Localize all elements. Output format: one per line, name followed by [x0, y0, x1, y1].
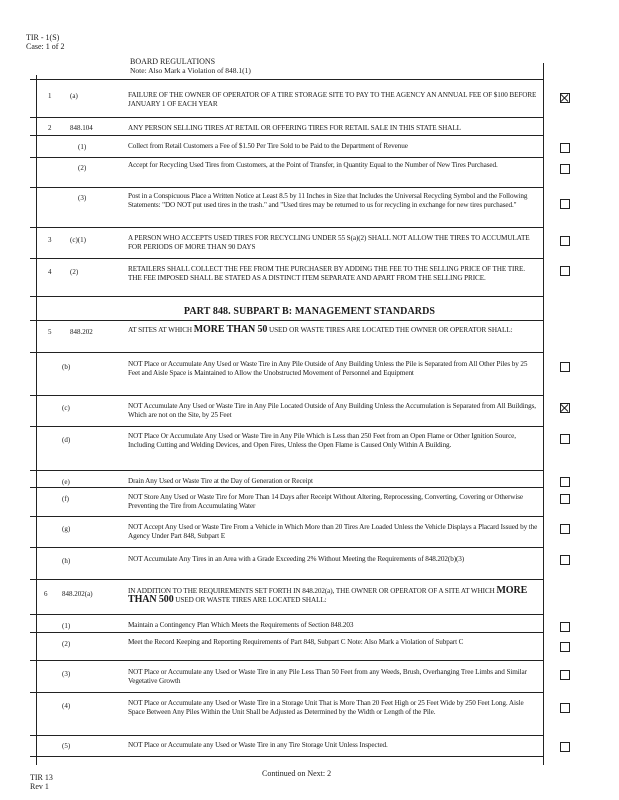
row-divider [30, 579, 543, 580]
row-divider [30, 79, 543, 80]
row-text: Meet the Record Keeping and Reporting Requirements of Part 848, Subpart C Note: Also Mark a Violation of Subpart C [128, 638, 464, 646]
row-divider [30, 187, 543, 188]
row-text: Accept for Recycling Used Tires from Customers, at the Point of Transfer, in Quantity Equal to the Number of New Tires Purchased. [128, 161, 498, 169]
row-section: (f) [62, 495, 69, 503]
violation-checkbox[interactable] [560, 670, 570, 680]
row-section: (2) [78, 164, 87, 172]
row-text: NOT Place or Accumulate any Used or Waste Tire in a Storage Unit That is More Than 20 Feet High or 25 Feet Wide by 250 Feet Long. Aisle Space Between Any Piles Within the Unit Shall be Adjusted as Determined by the Width or Length of the Pile. [128, 699, 524, 716]
violation-checkbox[interactable] [560, 143, 570, 153]
footer-revision: Rev 1 [30, 782, 49, 791]
violation-checkbox[interactable] [560, 494, 570, 504]
row-section: (d) [62, 436, 71, 444]
row-divider [30, 547, 543, 548]
row-section: (e) [62, 478, 70, 486]
row-text: Post in a Conspicuous Place a Written Notice at Least 8.5 by 11 Inches in Size that Includes the Universal Recycling Symbol and the Following Statements: "DO NOT put used tires in the trash." and "Used tires may be returned to us for recycling in exchange for new tires purchased." [128, 192, 528, 209]
row-section: (h) [62, 557, 71, 565]
row-section: (5) [62, 742, 71, 750]
row-text: NOT Store Any Used or Waste Tire for More Than 14 Days after Receipt Without Altering, Reprocessing, Converting, Covering or Otherwise Preventing the Tire from Accumulating Water [128, 493, 524, 510]
row-section: (2) [62, 640, 71, 648]
row-section: 848.202(a) [62, 590, 93, 598]
part-b-title: PART 848. SUBPART B: MANAGEMENT STANDARDS [183, 306, 436, 317]
row-number: 6 [44, 590, 48, 598]
row-divider [30, 692, 543, 693]
section-heading-title: BOARD REGULATIONS [130, 57, 216, 66]
row-section: (c)(1) [70, 236, 86, 244]
row-divider [30, 660, 543, 661]
violation-checkbox[interactable] [560, 477, 570, 487]
row-divider [30, 487, 543, 488]
row-text: Maintain a Contingency Plan Which Meets the Requirements of Section 848.203 [128, 621, 354, 629]
footer-continued: Continued on Next: 2 [262, 769, 332, 778]
page-indicator: Case: 1 of 2 [26, 42, 65, 51]
row-divider [30, 157, 543, 158]
row-text-pre: IN ADDITION TO THE REQUIREMENTS SET FORTH IN 848.202(a), THE OWNER OR OPERATOR OF A SITE AT WHICH [128, 587, 495, 595]
row-divider [30, 227, 543, 228]
row-text: NOT Place or Accumulate any Used or Waste Tire in any Tire Storage Unit Unless Inspected. [128, 741, 388, 749]
row-text: Drain Any Used or Waste Tire at the Day of Generation or Receipt [128, 477, 313, 485]
violation-checkbox[interactable] [560, 524, 570, 534]
row-divider [30, 426, 543, 427]
row-number: 2 [48, 124, 52, 132]
row-section: (g) [62, 525, 71, 533]
violation-checkbox[interactable] [560, 642, 570, 652]
row-section: (a) [70, 92, 78, 100]
row-divider [30, 395, 543, 396]
row-section: (1) [62, 622, 71, 630]
row-text: NOT Place or Accumulate any Used or Waste Tire in any Pile Less Than 50 Feet from any Weeds, Brush, Overhanging Tree Limbs and Similar Vegetative Growth [128, 668, 527, 685]
row-section: (4) [62, 702, 71, 710]
row-section: (1) [78, 143, 87, 151]
row-text-emphasis: MORE THAN 500 [128, 585, 528, 605]
right-margin-rule [543, 63, 544, 765]
row-section: (3) [78, 194, 87, 202]
violation-checkbox[interactable] [560, 703, 570, 713]
row-section: 848.104 [70, 124, 93, 132]
row-text-emphasis: MORE THAN 50 [193, 324, 268, 335]
row-number: 1 [48, 92, 52, 100]
violation-checkbox[interactable] [560, 403, 570, 413]
row-divider [30, 296, 543, 297]
row-divider [30, 735, 543, 736]
row-divider [30, 516, 543, 517]
violation-checkbox[interactable] [560, 434, 570, 444]
row-section: 848.202 [70, 328, 93, 336]
row-number: 3 [48, 236, 52, 244]
row-divider [30, 470, 543, 471]
violation-checkbox[interactable] [560, 742, 570, 752]
row-divider [30, 117, 543, 118]
row-section: (b) [62, 363, 71, 371]
row-divider [30, 756, 543, 757]
left-margin-rule [36, 75, 37, 765]
footer-form-code: TIR 13 [30, 773, 53, 782]
violation-checkbox[interactable] [560, 164, 570, 174]
row-text [128, 587, 540, 604]
violation-checkbox[interactable] [560, 622, 570, 632]
row-divider [30, 614, 543, 615]
row-text: NOT Accept Any Used or Waste Tire From a Vehicle in Which More than 20 Tires Are Loaded Unless the Vehicle Displays a Placard Issued by the Agency Under Part 848, Subpart E [128, 523, 538, 540]
violation-checkbox[interactable] [560, 555, 570, 565]
row-divider [30, 320, 543, 321]
row-text-post: USED OR WASTE TIRES ARE LOCATED THE OWNER OR OPERATOR SHALL: [269, 326, 513, 334]
form-id: TIR - 1(S) [26, 33, 60, 42]
row-text: A PERSON WHO ACCEPTS USED TIRES FOR RECYCLING UNDER 55 S(a)(2) SHALL NOT ALLOW THE TIRES TO ACCUMULATE FOR PERIODS OF MORE THAN 90 DAYS [128, 234, 530, 251]
row-text: ANY PERSON SELLING TIRES AT RETAIL OR OFFERING TIRES FOR RETAIL SALE IN THIS STATE SHALL [128, 124, 461, 132]
row-text: Collect from Retail Customers a Fee of $1.50 Per Tire Sold to be Paid to the Department of Revenue [128, 142, 408, 150]
violation-checkbox[interactable] [560, 266, 570, 276]
row-text [128, 326, 540, 335]
section-heading-note: Note: Also Mark a Violation of 848.1(1) [130, 66, 251, 75]
row-section: (2) [70, 268, 79, 276]
violation-checkbox[interactable] [560, 236, 570, 246]
row-text: NOT Place or Accumulate Any Used or Waste Tire in Any Pile Outside of Any Building Unless the Pile is Separated from All Other Piles by 25 Feet and Aisle Space is Maintained to Allow the Unobstructed Movement of Personnel and Equipment [128, 360, 528, 377]
row-text: FAILURE OF THE OWNER OF OPERATOR OF A TIRE STORAGE SITE TO PAY TO THE AGENCY AN ANNUAL FEE OF $100 BEFORE JANUARY 1 OF EACH YEAR [128, 91, 537, 108]
row-text: NOT Accumulate Any Tires in an Area with a Grade Exceeding 2% Without Meeting the Requirements of 848.202(b)(3) [128, 555, 465, 563]
row-text: NOT Accumulate Any Used or Waste Tire in Any Pile Located Outside of Any Building Unless the Accumulation is Separated from All Buildings, Which are not on the Site, by 25 Feet [128, 402, 536, 419]
violation-checkbox[interactable] [560, 93, 570, 103]
row-divider [30, 135, 543, 136]
row-text-post: USED OR WASTE TIRES ARE LOCATED SHALL: [175, 595, 327, 604]
row-text-pre: AT SITES AT WHICH [128, 326, 192, 334]
row-divider [30, 632, 543, 633]
violation-checkbox[interactable] [560, 362, 570, 372]
row-number: 5 [48, 328, 52, 336]
row-section: (c) [62, 404, 70, 412]
row-text: NOT Place Or Accumulate Any Used or Waste Tire in Any Pile Which is Less than 250 Feet from an Open Flame or Other Ignition Source, Including Cutting and Welding Devices, and Open Fires, Unless the Open Flame is Caused Only Within A Building. [128, 432, 516, 449]
row-divider [30, 258, 543, 259]
row-text: RETAILERS SHALL COLLECT THE FEE FROM THE PURCHASER BY ADDING THE FEE TO THE SELLING PRICE OF THE TIRE. THE FEE IMPOSED SHALL BE STATED AS A DISTINCT ITEM SEPARATE AND APART FROM THE SELLING PRICE. [128, 265, 525, 282]
row-divider [30, 352, 543, 353]
violation-checkbox[interactable] [560, 199, 570, 209]
row-number: 4 [48, 268, 52, 276]
row-section: (3) [62, 670, 71, 678]
